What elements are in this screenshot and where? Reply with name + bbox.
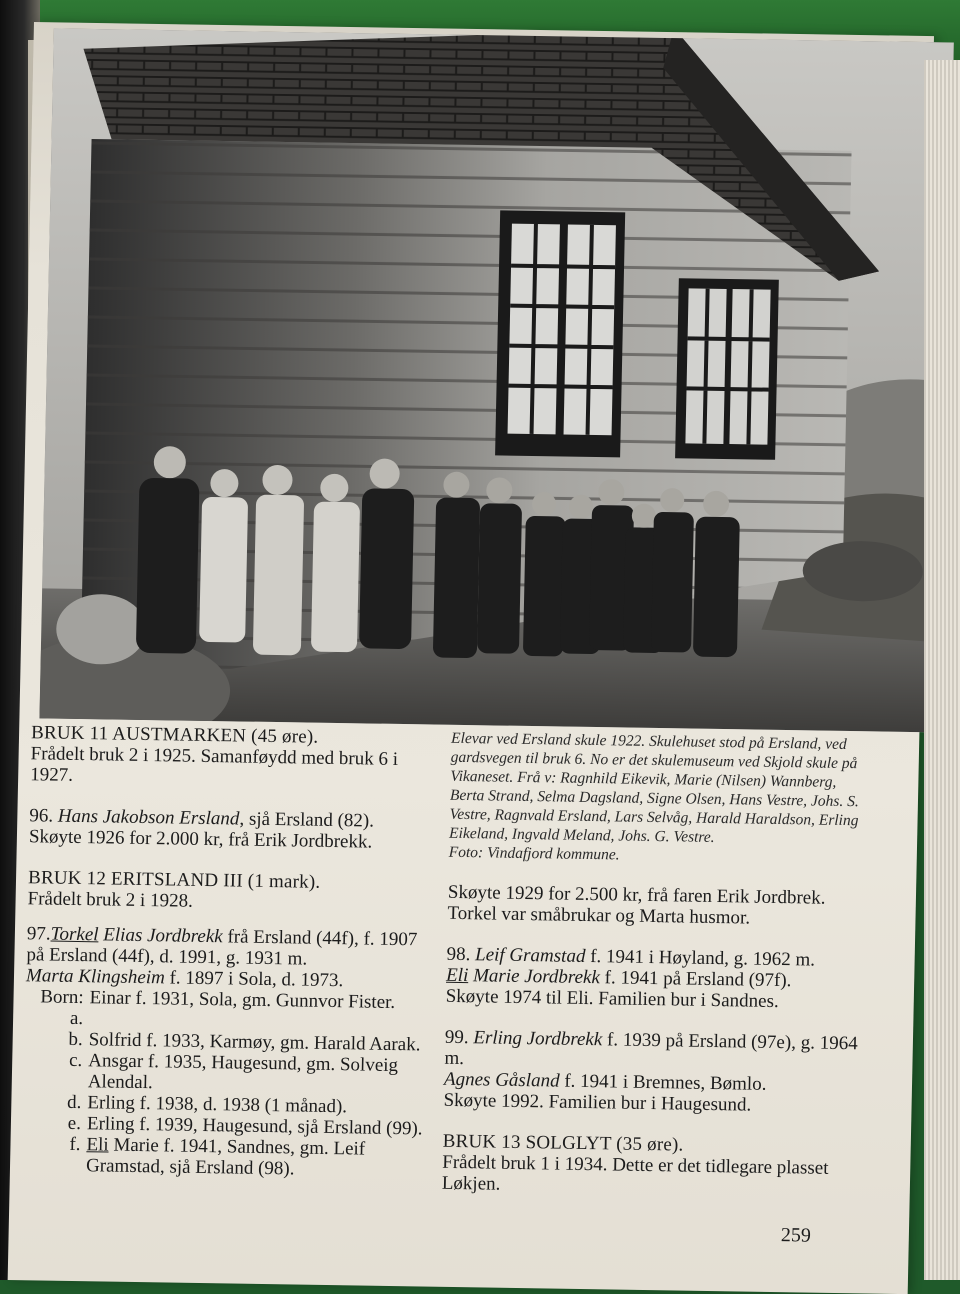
- child-text: Einar f. 1931, Sola, gm. Gunnvor Fister.: [89, 987, 396, 1013]
- entry-97-deed: Skøyte 1929 for 2.500 kr, frå faren Erik Jordbrek. Torkel var småbrukar og Marta husmor.: [447, 881, 826, 929]
- bruk13-text: Frådelt bruk 1 i 1934. Dette er det tidlegare plasset Løkjen.: [441, 1151, 829, 1195]
- entry-97-spouse-rest: f. 1897 i Sola, d. 1973.: [164, 967, 344, 992]
- entry-98-spouse-underlined: Eli: [445, 964, 469, 987]
- entry-97-name-rest: Elias Jordbrekk: [98, 924, 223, 948]
- entry-99-spouse-rest: f. 1941 i Bremnes, Bømlo.: [559, 1070, 767, 1095]
- entry-96-name: Hans Jakobson Ersland: [57, 805, 240, 830]
- entry-96-number: 96.: [29, 805, 54, 827]
- child-letter: e.: [67, 1112, 82, 1135]
- entry-99-spouse: Agnes Gåsland: [443, 1068, 560, 1092]
- bruk12-text: Frådelt bruk 2 i 1928.: [27, 888, 194, 912]
- entry-98-spouse-rest: f. 1941 på Ersland (97f).: [599, 967, 792, 992]
- child-text: Solfrid f. 1933, Karmøy, gm. Harald Aarak.: [88, 1029, 421, 1056]
- child-text: Erling f. 1938, d. 1938 (1 månad).: [87, 1092, 348, 1118]
- child-text: Ansgar f. 1935, Haugesund, gm. Solveig Alendal.: [87, 1050, 399, 1094]
- entry-98-name: Leif Gramstad: [474, 944, 586, 967]
- entry-98-deed: Skøyte 1974 til Eli. Familien bur i Sandnes.: [445, 985, 779, 1013]
- entry-99: [444, 1027, 865, 1076]
- entry-97-spouse: Marta Klingsheim: [25, 965, 166, 989]
- school-photo: [39, 28, 953, 732]
- right-column: [442, 729, 872, 1201]
- page-number: 259: [780, 1224, 812, 1247]
- bruk12-heading: BRUK 12 ERITSLAND III (1 mark).: [27, 867, 321, 893]
- book-page: [8, 22, 934, 1294]
- list-item: [22, 1133, 423, 1181]
- born-label: Born: a.: [40, 986, 84, 1030]
- bruk11-heading: BRUK 11 AUSTMARKEN (45 øre).: [30, 722, 319, 748]
- entry-99-number: 99.: [444, 1026, 469, 1049]
- entry-98-rest: f. 1941 i Høyland, g. 1962 m.: [585, 945, 816, 971]
- photo-credit: Foto: Vindafjord kommune.: [448, 843, 620, 864]
- entry-97: [26, 923, 427, 971]
- school-photo-drawing: [39, 28, 953, 732]
- entry-99-rest: f. 1939 på Ersland (97e), g. 1964 m.: [444, 1029, 858, 1070]
- entry-97-line1: frå Ersland (44f), f. 1907 på Ersland (44f), d. 1991, g. 1931 m.: [26, 926, 418, 970]
- entry-98-spouse: Marie Jordbrekk: [468, 965, 601, 989]
- child-letter: f.: [69, 1133, 81, 1156]
- child-letter: d.: [66, 1091, 82, 1114]
- bruk11-text: Frådelt bruk 2 i 1925. Samanføydd med bruk 6 i 1927.: [30, 743, 399, 786]
- entry-96-deed: Skøyte 1926 for 2.000 kr, frå Erik Jordbrekk.: [28, 826, 373, 853]
- entry-99-deed: Skøyte 1992. Familien bur i Haugesund.: [443, 1089, 752, 1116]
- children-list: [22, 986, 426, 1181]
- entry-96-rest: , sjå Ersland (82).: [239, 808, 375, 832]
- child-letter: c.: [68, 1049, 83, 1072]
- child-text: Eli Marie f. 1941, Sandnes, gm. Leif Gramstad, sjå Ersland (98).: [85, 1134, 366, 1180]
- page-stack-edge: [924, 60, 960, 1280]
- bruk13-heading: BRUK 13 SOLGLYT (35 øre).: [442, 1130, 684, 1156]
- entry-97-number: 97.: [26, 923, 51, 945]
- child-letter: b.: [68, 1028, 83, 1051]
- entry-97-name-underlined: Torkel: [50, 923, 99, 946]
- photo-caption: Elevar ved Ersland skule 1922. Skulehuset stod på Ersland, ved gardsvegen til bruk 6. No er det skulemuseum ved Skjold skule på Vikaneset. Frå v: Ragnhild Eikevik, Marie (Nilsen) Wannberg, Berta Strand, Selma Dagsland, Signe Olsen, Hans Vestre, Johs. S. Vestre, Ragnvald Ersland, Lars Selvåg, Harald Haraldson, Erling Eikeland, Ingvald Meland, Johs. G. Vestre.: [448, 729, 859, 846]
- child-text: Erling f. 1939, Haugesund, sjå Ersland (99).: [86, 1113, 423, 1140]
- entry-99-name: Erling Jordbrekk: [473, 1027, 603, 1051]
- list-item: [24, 1049, 425, 1097]
- left-column: [22, 722, 431, 1181]
- entry-98-number: 98.: [446, 943, 471, 966]
- list-item: [25, 986, 426, 1034]
